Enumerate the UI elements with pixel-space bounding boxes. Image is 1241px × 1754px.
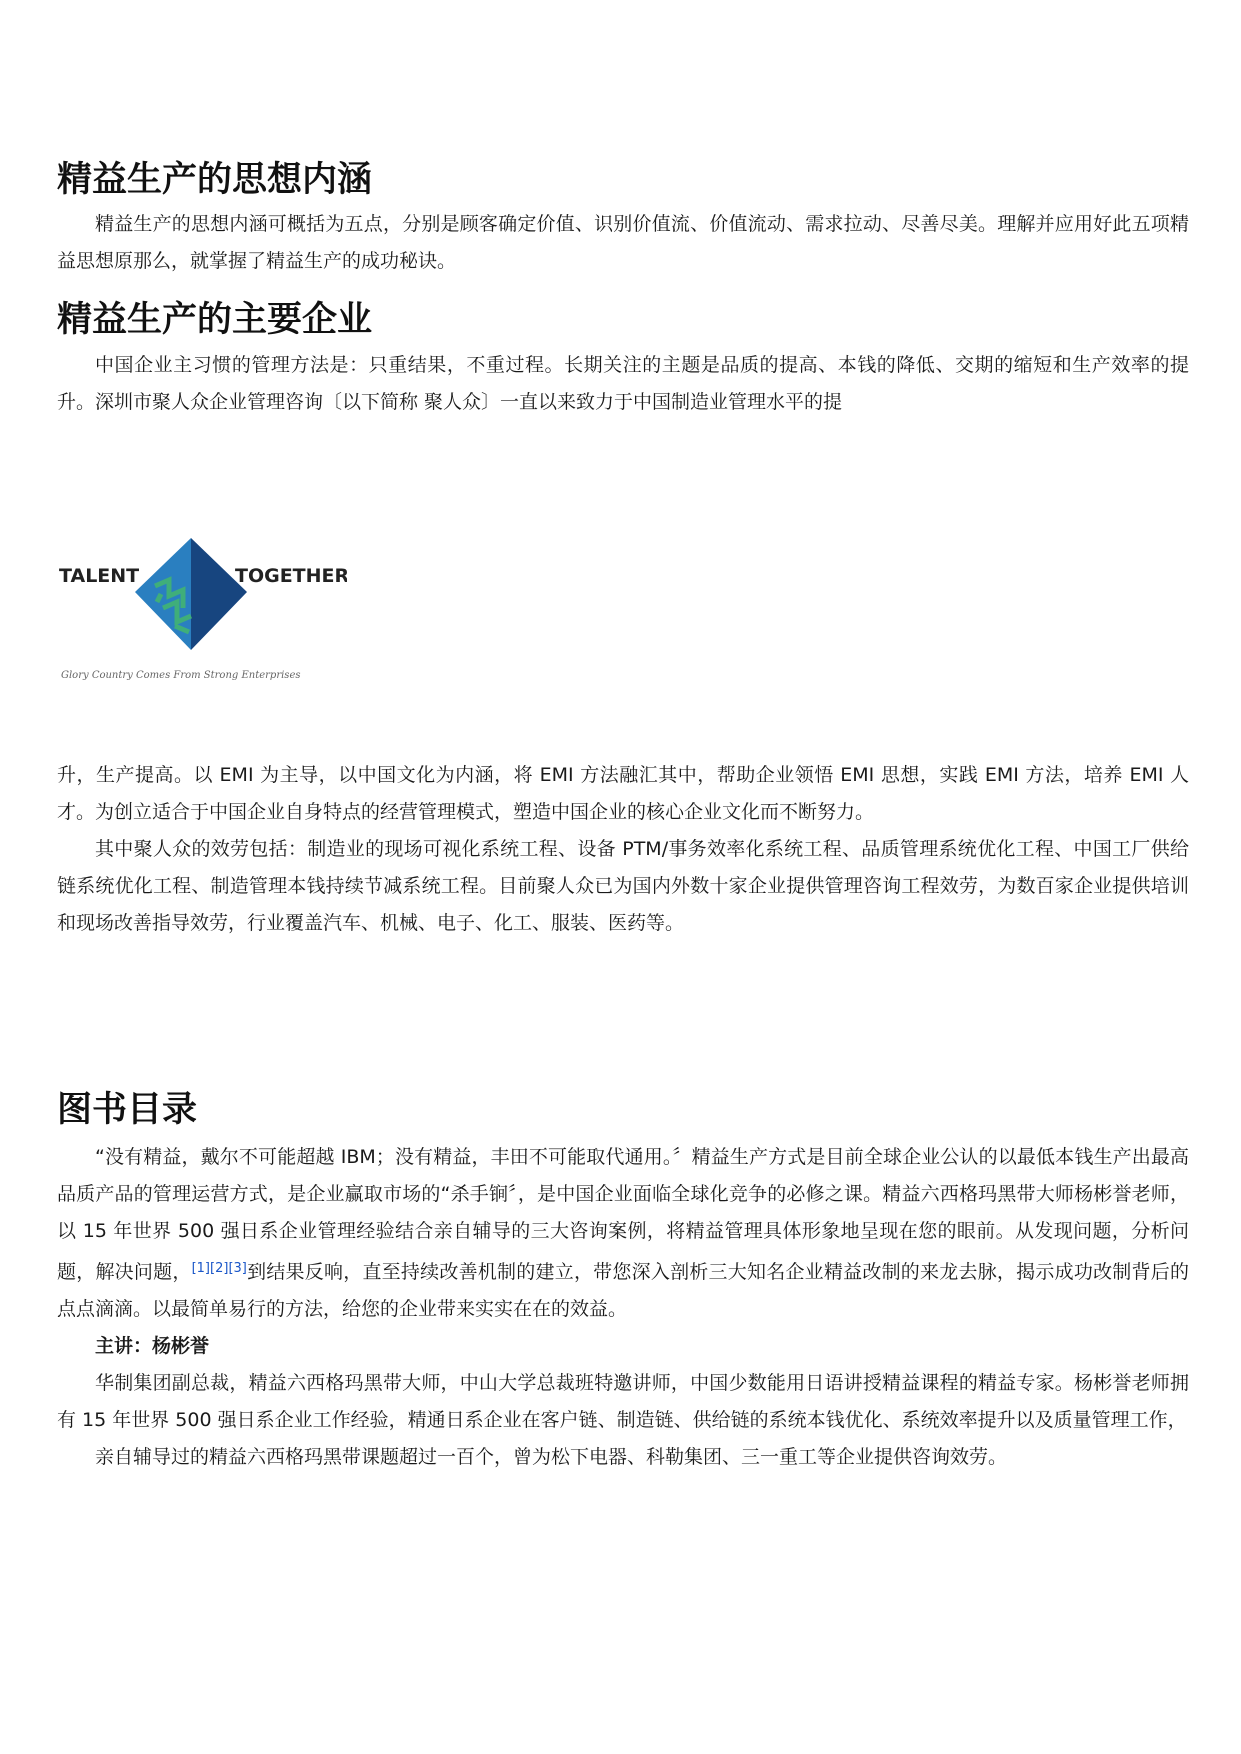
paragraph [57,1139,1189,1328]
section-book-contents [57,1087,1189,1476]
speaker-line: 主讲：杨彬誉 [95,1335,210,1357]
logo-tagline: Glory Country Comes From Strong Enterprises [61,670,301,681]
paragraph: 中国企业主习惯的管理方法是：只重结果，不重过程。长期关注的主题是品质的提高、本钱的降低、交期的缩短和生产效率的提升。深圳市聚人众企业管理咨询〔以下简称 聚人众〕一直以来致力于中国制造业管理水平的提 [57,354,1189,413]
section-title: 精益生产的主要企业 [57,300,373,340]
section-lean-thinking [57,157,1189,280]
reference-link-3[interactable]: [3] [228,1261,247,1276]
paragraph: 亲自辅导过的精益六西格玛黑带课题超过一百个，曾为松下电器、科勒集团、三一重工等企业提供咨询效劳。 [95,1446,1008,1468]
reference-link-1[interactable]: [1] [191,1261,211,1276]
paragraph: 精益生产的思想内涵可概括为五点，分别是顾客确定价值、识别价值流、价值流动、需求拉动、尽善尽美。理解并应用好此五项精益思想原那么，就掌握了精益生产的成功秘诀。 [57,213,1189,272]
logo-graphic [57,530,347,692]
pyramid-right-face [191,538,247,650]
paragraph: 华制集团副总裁，精益六西格玛黑带大师，中山大学总裁班特邀讲师，中国少数能用日语讲授精益课程的精益专家。杨彬誉老师拥有 15 年世界 500 强日系企业工作经验，精通日系企业在客户链、制造链、供给链的系统本钱优化、系统效率提升以及质量管理工作， [57,1372,1189,1431]
paragraph-text: 到结果反响，直至持续改善机制的建立，带您深入剖析三大知名企业精益改制的来龙去脉，揭示成功改制背后的点点滴滴。以最简单易行的方法，给您的企业带来实实在在的效益。 [57,1261,1189,1320]
talent-together-logo [57,530,347,692]
section-title: 图书目录 [57,1090,198,1130]
section-main-enterprises [57,297,1189,421]
logo-left-word: TALENT [59,565,140,587]
section-main-enterprises-continued [57,757,1189,942]
section-title: 精益生产的思想内涵 [57,160,373,200]
paragraph: 其中聚人众的效劳包括：制造业的现场可视化系统工程、设备 PTM/事务效率化系统工程、品质管理系统优化工程、中国工厂供给链系统优化工程、制造管理本钱持续节减系统工程。目前聚人众已为国内外数十家企业提供管理咨询工程效劳，为数百家企业提供培训和现场改善指导效劳，行业覆盖汽车、机械、电子、化工、服装、医药等。 [57,838,1189,934]
reference-link-2[interactable]: [2] [210,1261,229,1276]
logo-right-word: TOGETHER [235,565,347,587]
paragraph-text: “没有精益，戴尔不可能超越 IBM；没有精益，丰田不可能取代通用。〞精益生产方式是目前全球企业公认的以最低本钱生产出最高品质产品的管理运营方式，是企业赢取市场的“杀手锏〞，是中国企业面临全球化竞争的必修之课。精益六西格玛黑带大师杨彬誉老师，以 15 年世界 500 强日系企业管理经验结合亲自辅导的三大咨询案例，将精益管理具体形象地呈现在您的眼前。从发现问题，分析问题，解决问题， [57,1146,1189,1283]
paragraph: 升，生产提高。以 EMI 为主导，以中国文化为内涵，将 EMI 方法融汇其中，帮助企业领悟 EMI 思想，实践 EMI 方法，培养 EMI 人才。为创立适合于中国企业自身特点的经营管理模式，塑造中国企业的核心企业文化而不断努力。 [57,764,1189,823]
